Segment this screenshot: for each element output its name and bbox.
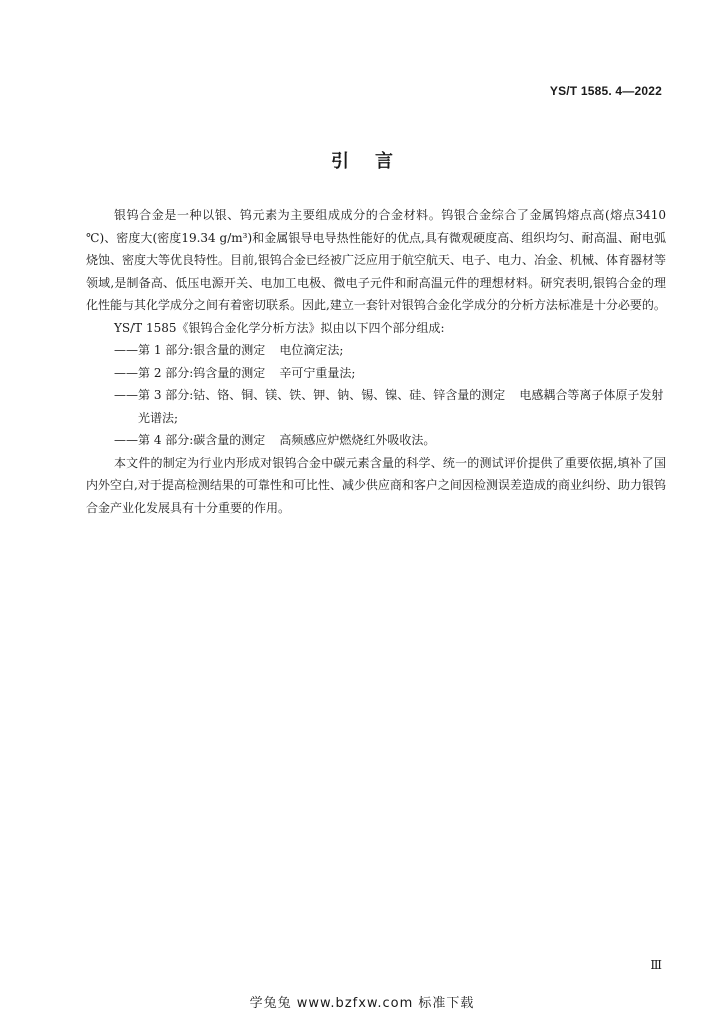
parts-list <box>86 339 666 452</box>
page-title: 引言 <box>331 151 419 172</box>
site-watermark: 学兔兔 www.bzfxw.com 标准下载 <box>249 996 475 1011</box>
list-item <box>86 339 666 362</box>
page-number: Ⅲ <box>650 958 662 972</box>
list-item <box>86 362 666 385</box>
parts-intro: YS/T 1585《银钨合金化学分析方法》拟由以下四个部分组成: <box>114 320 445 335</box>
list-item <box>86 384 666 429</box>
part-method: 电位滴定法; <box>279 343 344 357</box>
list-dash: —— <box>114 343 138 357</box>
list-dash: —— <box>114 433 138 447</box>
part-method: 辛可宁重量法; <box>279 365 356 380</box>
list-dash: —— <box>114 388 138 402</box>
intro-paragraph: 银钨合金是一种以银、钨元素为主要组成成分的合金材料。钨银合金综合了金属钨熔点高(熔点3410 ℃)、密度大(密度19.34 g/m³)和金属银导电导热性能好的优点,具有微观硬度高、组织均匀、耐高温、耐电弧烧蚀、密度大等优良特性。目前,银钨合金已经被广泛应用于航空航天、电子、电力、冶金、机械、体育器材等领域,是制备高、低压电源开关、电加工电极、微电子元件和耐高温元件的理想材料。研究表明,银钨合金的理化性能与其化学成分之间有着密切联系。因此,建立一套针对银钨合金化学成分的分析方法标准是十分必要的。 <box>86 208 666 312</box>
part-title: 第 2 部分:钨含量的测定 <box>138 365 266 380</box>
part-title: 第 1 部分:银含量的测定 <box>138 343 266 357</box>
part-method: 高频感应炉燃烧红外吸收法。 <box>279 433 436 447</box>
list-dash: —— <box>114 365 138 380</box>
part-method: 电感耦合等离子体原子发射光谱法; <box>138 388 664 425</box>
body-text <box>86 204 666 519</box>
list-item <box>86 429 666 452</box>
closing-paragraph: 本文件的制定为行业内形成对银钨合金中碳元素含量的科学、统一的测试评价提供了重要依据,填补了国内外空白,对于提高检测结果的可靠性和可比性、减少供应商和客户之间因检测误差造成的商业纠纷、助力银钨合金产业化发展具有十分重要的作用。 <box>86 455 666 515</box>
part-title: 第 3 部分:钴、铬、铜、镁、铁、钾、钠、锡、镍、硅、锌含量的测定 <box>138 388 506 402</box>
part-title: 第 4 部分:碳含量的测定 <box>138 433 266 447</box>
standard-code-header: YS/T 1585. 4—2022 <box>549 84 662 98</box>
